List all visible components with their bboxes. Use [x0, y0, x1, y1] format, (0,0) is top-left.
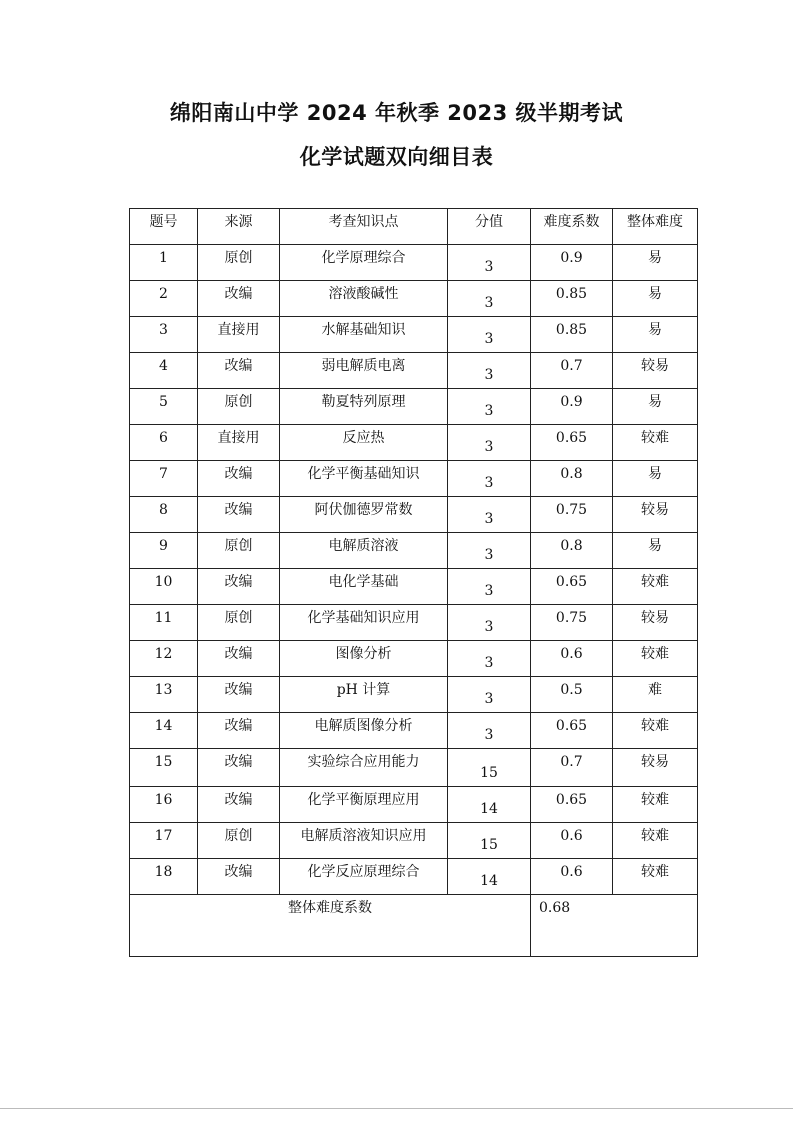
difficulty-level-cell: 较难	[613, 859, 698, 895]
score-cell: 3	[448, 389, 531, 425]
source-cell: 直接用	[198, 317, 280, 353]
source-cell: 原创	[198, 245, 280, 281]
question-number-cell: 14	[130, 713, 198, 749]
source-cell: 改编	[198, 677, 280, 713]
question-number-cell: 13	[130, 677, 198, 713]
topic-cell: 电解质图像分析	[280, 713, 448, 749]
topic-cell: 化学平衡原理应用	[280, 787, 448, 823]
difficulty-coefficient-cell: 0.75	[531, 605, 613, 641]
header-score: 分值	[448, 209, 531, 245]
difficulty-level-cell: 较难	[613, 787, 698, 823]
table-row	[130, 641, 698, 677]
source-cell: 改编	[198, 713, 280, 749]
table-row	[130, 245, 698, 281]
page-bottom-rule	[0, 1108, 793, 1109]
score-cell: 3	[448, 533, 531, 569]
difficulty-coefficient-cell: 0.65	[531, 713, 613, 749]
difficulty-coefficient-cell: 0.7	[531, 749, 613, 787]
source-cell: 改编	[198, 569, 280, 605]
difficulty-coefficient-cell: 0.9	[531, 389, 613, 425]
score-cell: 14	[448, 787, 531, 823]
spec-table	[129, 208, 698, 957]
difficulty-level-cell: 易	[613, 281, 698, 317]
topic-cell: 阿伏伽德罗常数	[280, 497, 448, 533]
table-row	[130, 317, 698, 353]
difficulty-level-cell: 较易	[613, 605, 698, 641]
score-cell: 3	[448, 425, 531, 461]
score-cell: 3	[448, 317, 531, 353]
topic-cell: 反应热	[280, 425, 448, 461]
header-no: 题号	[130, 209, 198, 245]
difficulty-coefficient-cell: 0.75	[531, 497, 613, 533]
difficulty-level-cell: 较难	[613, 823, 698, 859]
source-cell: 原创	[198, 533, 280, 569]
source-cell: 改编	[198, 461, 280, 497]
difficulty-coefficient-cell: 0.9	[531, 245, 613, 281]
difficulty-level-cell: 较难	[613, 569, 698, 605]
difficulty-level-cell: 较难	[613, 641, 698, 677]
total-label: 整体难度系数	[130, 895, 531, 957]
difficulty-coefficient-cell: 0.6	[531, 859, 613, 895]
table-row	[130, 677, 698, 713]
question-number-cell: 12	[130, 641, 198, 677]
score-cell: 3	[448, 281, 531, 317]
source-cell: 原创	[198, 823, 280, 859]
question-number-cell: 2	[130, 281, 198, 317]
score-cell: 3	[448, 641, 531, 677]
difficulty-coefficient-cell: 0.65	[531, 425, 613, 461]
document-subtitle: 化学试题双向细目表	[299, 145, 494, 169]
score-cell: 3	[448, 677, 531, 713]
question-number-cell: 3	[130, 317, 198, 353]
score-cell: 3	[448, 497, 531, 533]
difficulty-level-cell: 较易	[613, 749, 698, 787]
topic-cell: pH 计算	[280, 677, 448, 713]
table-row	[130, 281, 698, 317]
table-row	[130, 461, 698, 497]
topic-cell: 实验综合应用能力	[280, 749, 448, 787]
source-cell: 直接用	[198, 425, 280, 461]
question-number-cell: 9	[130, 533, 198, 569]
header-coef: 难度系数	[531, 209, 613, 245]
topic-cell: 水解基础知识	[280, 317, 448, 353]
source-cell: 改编	[198, 787, 280, 823]
source-cell: 改编	[198, 859, 280, 895]
difficulty-level-cell: 易	[613, 533, 698, 569]
question-number-cell: 16	[130, 787, 198, 823]
topic-cell: 化学基础知识应用	[280, 605, 448, 641]
source-cell: 改编	[198, 281, 280, 317]
score-cell: 3	[448, 605, 531, 641]
question-number-cell: 1	[130, 245, 198, 281]
topic-cell: 电解质溶液知识应用	[280, 823, 448, 859]
score-cell: 3	[448, 713, 531, 749]
table-row	[130, 497, 698, 533]
total-row	[130, 895, 698, 957]
header-topic: 考查知识点	[280, 209, 448, 245]
difficulty-coefficient-cell: 0.8	[531, 461, 613, 497]
score-cell: 3	[448, 461, 531, 497]
difficulty-coefficient-cell: 0.6	[531, 641, 613, 677]
source-cell: 改编	[198, 497, 280, 533]
difficulty-level-cell: 较易	[613, 497, 698, 533]
header-row	[130, 209, 698, 245]
total-value: 0.68	[531, 895, 698, 957]
source-cell: 改编	[198, 353, 280, 389]
table-row	[130, 533, 698, 569]
difficulty-coefficient-cell: 0.65	[531, 787, 613, 823]
score-cell: 3	[448, 353, 531, 389]
header-level: 整体难度	[613, 209, 698, 245]
score-cell: 3	[448, 245, 531, 281]
topic-cell: 化学原理综合	[280, 245, 448, 281]
question-number-cell: 5	[130, 389, 198, 425]
difficulty-level-cell: 易	[613, 389, 698, 425]
source-cell: 改编	[198, 641, 280, 677]
table-row	[130, 425, 698, 461]
topic-cell: 电解质溶液	[280, 533, 448, 569]
table-row	[130, 859, 698, 895]
difficulty-level-cell: 较易	[613, 353, 698, 389]
table-row	[130, 605, 698, 641]
topic-cell: 图像分析	[280, 641, 448, 677]
difficulty-level-cell: 难	[613, 677, 698, 713]
difficulty-level-cell: 较难	[613, 713, 698, 749]
source-cell: 原创	[198, 389, 280, 425]
difficulty-coefficient-cell: 0.8	[531, 533, 613, 569]
question-number-cell: 18	[130, 859, 198, 895]
table-row	[130, 389, 698, 425]
document-title: 绵阳南山中学 2024 年秋季 2023 级半期考试	[169, 101, 624, 125]
topic-cell: 弱电解质电离	[280, 353, 448, 389]
difficulty-level-cell: 易	[613, 317, 698, 353]
table-row	[130, 787, 698, 823]
topic-cell: 电化学基础	[280, 569, 448, 605]
topic-cell: 勒夏特列原理	[280, 389, 448, 425]
table-row	[130, 749, 698, 787]
source-cell: 改编	[198, 749, 280, 787]
table-row	[130, 713, 698, 749]
question-number-cell: 10	[130, 569, 198, 605]
score-cell: 14	[448, 859, 531, 895]
question-number-cell: 6	[130, 425, 198, 461]
difficulty-coefficient-cell: 0.7	[531, 353, 613, 389]
difficulty-level-cell: 易	[613, 461, 698, 497]
topic-cell: 溶液酸碱性	[280, 281, 448, 317]
score-cell: 15	[448, 749, 531, 787]
question-number-cell: 4	[130, 353, 198, 389]
source-cell: 原创	[198, 605, 280, 641]
topic-cell: 化学反应原理综合	[280, 859, 448, 895]
difficulty-coefficient-cell: 0.5	[531, 677, 613, 713]
question-number-cell: 15	[130, 749, 198, 787]
header-source: 来源	[198, 209, 280, 245]
question-number-cell: 17	[130, 823, 198, 859]
table-row	[130, 823, 698, 859]
score-cell: 15	[448, 823, 531, 859]
difficulty-level-cell: 较难	[613, 425, 698, 461]
difficulty-coefficient-cell: 0.65	[531, 569, 613, 605]
difficulty-coefficient-cell: 0.6	[531, 823, 613, 859]
question-number-cell: 8	[130, 497, 198, 533]
topic-cell: 化学平衡基础知识	[280, 461, 448, 497]
question-number-cell: 11	[130, 605, 198, 641]
difficulty-coefficient-cell: 0.85	[531, 281, 613, 317]
difficulty-coefficient-cell: 0.85	[531, 317, 613, 353]
difficulty-level-cell: 易	[613, 245, 698, 281]
question-number-cell: 7	[130, 461, 198, 497]
table-row	[130, 569, 698, 605]
table-row	[130, 353, 698, 389]
score-cell: 3	[448, 569, 531, 605]
